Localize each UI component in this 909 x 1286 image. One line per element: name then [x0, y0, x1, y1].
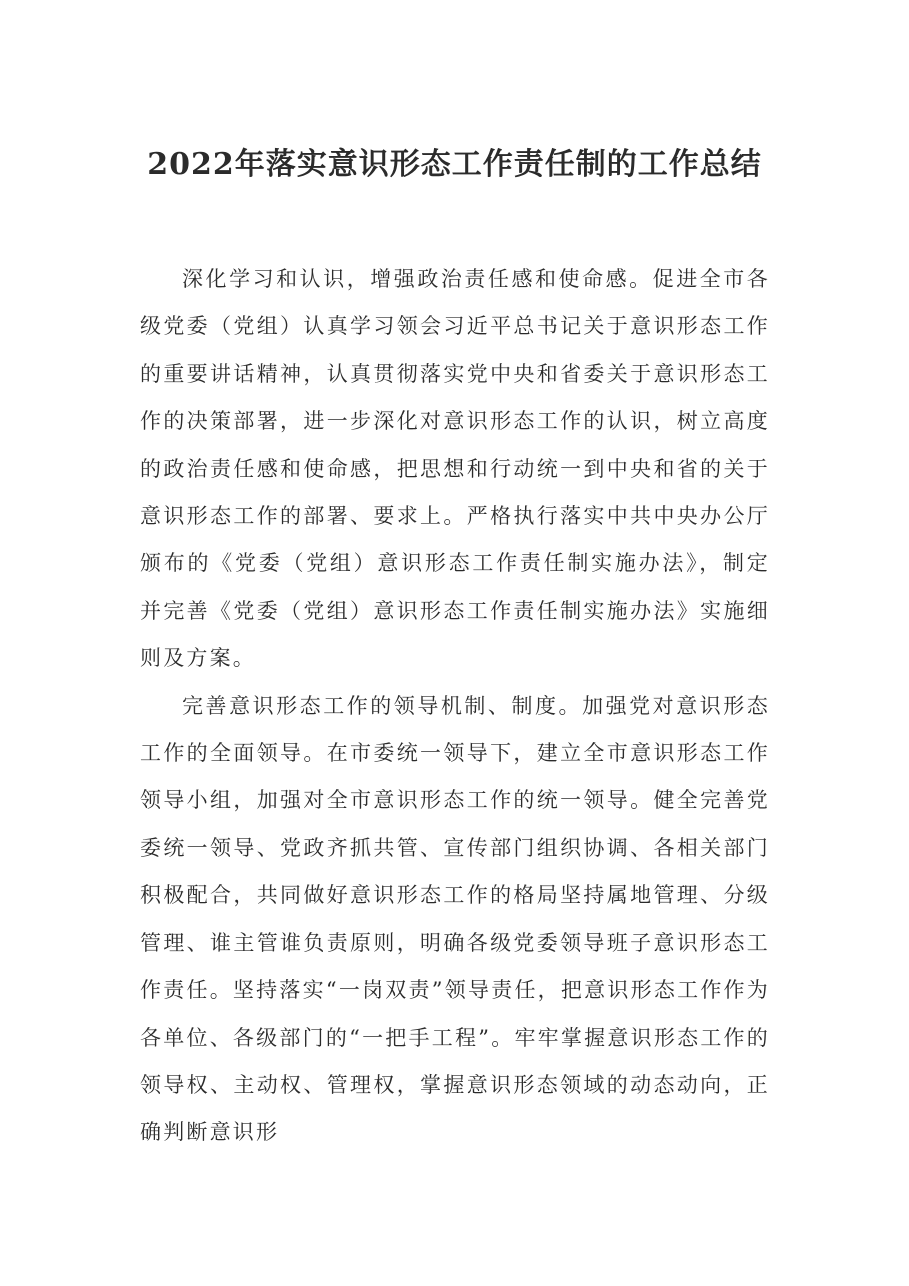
paragraph-1: 深化学习和认识，增强政治责任感和使命感。促进全市各级党委（党组）认真学习领会习近平总书记关于意识形态工作的重要讲话精神，认真贯彻落实党中央和省委关于意识形态工作的决策部署，进一步深化对意识形态工作的认识，树立高度的政治责任感和使命感，把思想和行动统一到中央和省的关于意识形态工作的部署、要求上。严格执行落实中共中央办公厅颁布的《党委（党组）意识形态工作责任制实施办法》，制定并完善《党委（党组）意识形态工作责任制实施办法》实施细则及方案。 — [140, 267, 770, 671]
paragraph-2: 完善意识形态工作的领导机制、制度。加强党对意识形态工作的全面领导。在市委统一领导下，建立全市意识形态工作领导小组，加强对全市意识形态工作的统一领导。健全完善党委统一领导、党政齐抓共管、宣传部门组织协调、各相关部门积极配合，共同做好意识形态工作的格局坚持属地管理、分级管理、谁主管谁负责原则，明确各级党委领导班子意识形态工作责任。坚持落实“一岗双责”领导责任，把意识形态工作作为各单位、各级部门的“一把手工程”。牢牢掌握意识形态工作的领导权、主动权、管理权，掌握意识形态领域的动态动向，正确判断意识形 — [140, 693, 770, 1145]
document-body — [140, 256, 770, 1157]
document-title: 2022年落实意识形态工作责任制的工作总结 — [147, 147, 762, 182]
